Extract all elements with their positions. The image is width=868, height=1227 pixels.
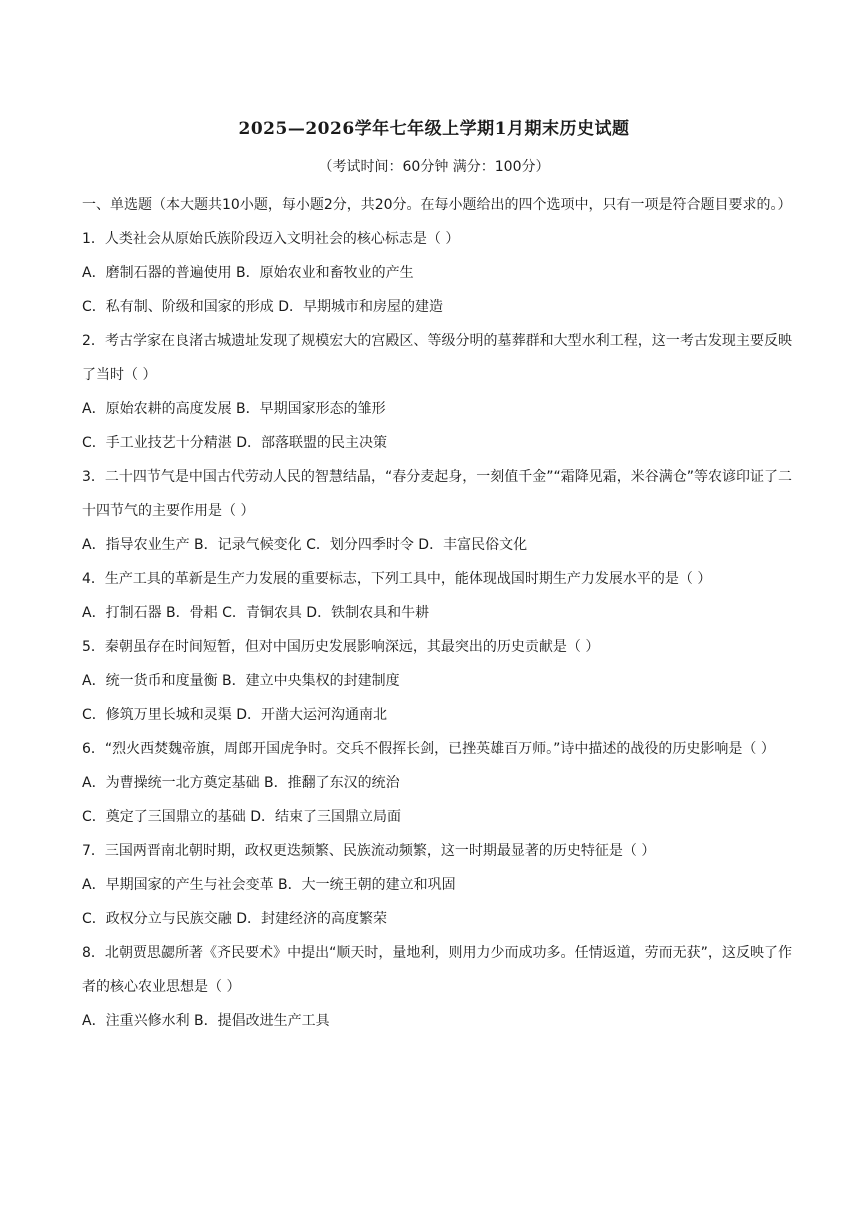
exam-title: 2025—2026学年七年级上学期1月期末历史试题	[238, 119, 630, 139]
question-stem: 3．二十四节气是中国古代劳动人民的智慧结晶，“春分麦起身，一刻值千金”“霜降见霜，米谷满仓”等农谚印证了二十四节气的主要作用是（ ）	[82, 469, 792, 519]
question-options: C．政权分立与民族交融 D．封建经济的高度繁荣	[82, 911, 388, 927]
question-options: C．修筑万里长城和灵渠 D．开凿大运河沟通南北	[82, 707, 388, 723]
question-stem: 7．三国两晋南北朝时期，政权更迭频繁、民族流动频繁，这一时期最显著的历史特征是（ ）	[82, 843, 656, 859]
question-stem: 5．秦朝虽存在时间短暂，但对中国历史发展影响深远，其最突出的历史贡献是（ ）	[82, 639, 600, 655]
question-options: A．指导农业生产 B．记录气候变化 C．划分四季时令 D．丰富民俗文化	[82, 537, 528, 553]
question-options: A．磨制石器的普遍使用 B．原始农业和畜牧业的产生	[82, 265, 414, 281]
question-options: A．打制石器 B．骨耜 C．青铜农具 D．铁制农具和牛耕	[82, 605, 430, 621]
question-options: A．统一货币和度量衡 B．建立中央集权的封建制度	[82, 673, 400, 689]
exam-content	[82, 188, 792, 1038]
question-options: C．手工业技艺十分精湛 D．部落联盟的民主决策	[82, 435, 388, 451]
question-options: A．早期国家的产生与社会变革 B．大一统王朝的建立和巩固	[82, 877, 456, 893]
question-options: A．注重兴修水利 B．提倡改进生产工具	[82, 1013, 330, 1029]
question-stem: 2．考古学家在良渚古城遗址发现了规模宏大的宫殿区、等级分明的墓葬群和大型水利工程，这一考古发现主要反映了当时（ ）	[82, 333, 792, 383]
question-options: C．奠定了三国鼎立的基础 D．结束了三国鼎立局面	[82, 809, 402, 825]
question-stem: 4．生产工具的革新是生产力发展的重要标志，下列工具中，能体现战国时期生产力发展水平的是（ ）	[82, 571, 712, 587]
exam-subtitle: （考试时间：60分钟 满分：100分）	[318, 159, 550, 175]
section-heading: 一、单选题（本大题共10小题，每小题2分，共20分。在每小题给出的四个选项中，只有一项是符合题目要求的。）	[82, 197, 792, 213]
question-stem: 6．“烈火西焚魏帝旗，周郎开国虎争时。交兵不假挥长剑，已挫英雄百万师。”诗中描述的战役的历史影响是（ ）	[82, 741, 775, 757]
question-options: A．原始农耕的高度发展 B．早期国家形态的雏形	[82, 401, 386, 417]
question-options: A．为曹操统一北方奠定基础 B．推翻了东汉的统治	[82, 775, 400, 791]
question-options: C．私有制、阶级和国家的形成 D．早期城市和房屋的建造	[82, 299, 444, 315]
question-stem: 1．人类社会从原始氏族阶段迈入文明社会的核心标志是（ ）	[82, 231, 460, 247]
question-stem: 8．北朝贾思勰所著《齐民要术》中提出“顺天时，量地利，则用力少而成功多。任情返道，劳而无获”，这反映了作者的核心农业思想是（ ）	[82, 945, 792, 995]
